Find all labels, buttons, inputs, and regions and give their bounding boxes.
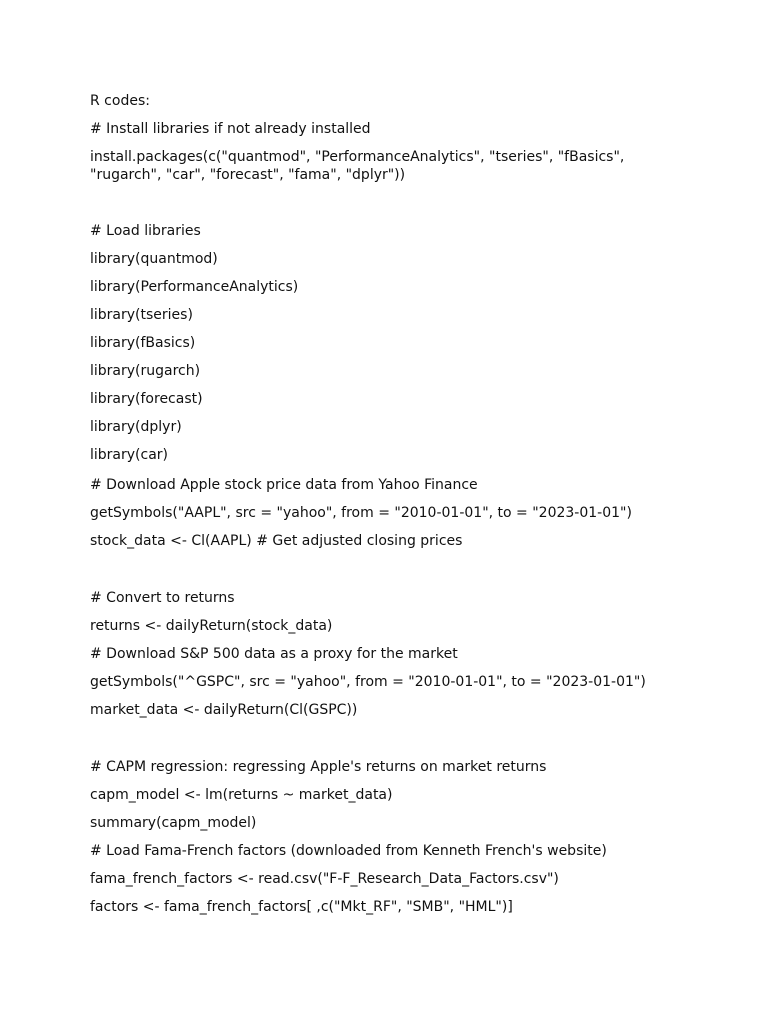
code-getsymbols-aapl: getSymbols("AAPL", src = "yahoo", from = "2010-01-01", to = "2023-01-01") bbox=[90, 505, 632, 521]
comment-convert-returns: # Convert to returns bbox=[90, 590, 235, 606]
code-library-quantmod: library(quantmod) bbox=[90, 251, 218, 267]
code-stock-data: stock_data <- Cl(AAPL) # Get adjusted closing prices bbox=[90, 533, 463, 549]
code-summary-capm: summary(capm_model) bbox=[90, 815, 257, 831]
heading-r-codes: R codes: bbox=[90, 93, 150, 109]
code-library-forecast: library(forecast) bbox=[90, 391, 203, 407]
code-library-tseries: library(tseries) bbox=[90, 307, 193, 323]
code-returns: returns <- dailyReturn(stock_data) bbox=[90, 618, 333, 634]
comment-download-apple: # Download Apple stock price data from Yahoo Finance bbox=[90, 477, 478, 493]
comment-install-libraries: # Install libraries if not already installed bbox=[90, 121, 371, 137]
code-library-rugarch: library(rugarch) bbox=[90, 363, 201, 379]
code-library-fbasics: library(fBasics) bbox=[90, 335, 196, 351]
code-capm-model: capm_model <- lm(returns ~ market_data) bbox=[90, 787, 393, 803]
code-fama-french-factors: fama_french_factors <- read.csv("F-F_Research_Data_Factors.csv") bbox=[90, 871, 559, 887]
code-market-data: market_data <- dailyReturn(Cl(GSPC)) bbox=[90, 702, 358, 718]
code-factors: factors <- fama_french_factors[ ,c("Mkt_RF", "SMB", "HML")] bbox=[90, 899, 513, 915]
code-library-car: library(car) bbox=[90, 447, 168, 463]
comment-download-sp500: # Download S&P 500 data as a proxy for the market bbox=[90, 646, 458, 662]
code-library-performanceanalytics: library(PerformanceAnalytics) bbox=[90, 279, 299, 295]
comment-load-libraries: # Load libraries bbox=[90, 223, 201, 239]
comment-capm-regression: # CAPM regression: regressing Apple's returns on market returns bbox=[90, 759, 547, 775]
code-install-packages: install.packages(c("quantmod", "PerformanceAnalytics", "tseries", "fBasics", "rugarch", "car", "forecast", "fama", "dplyr")) bbox=[90, 149, 629, 183]
code-getsymbols-gspc: getSymbols("^GSPC", src = "yahoo", from = "2010-01-01", to = "2023-01-01") bbox=[90, 674, 646, 690]
code-library-dplyr: library(dplyr) bbox=[90, 419, 182, 435]
comment-load-fama-french: # Load Fama-French factors (downloaded from Kenneth French's website) bbox=[90, 843, 607, 859]
